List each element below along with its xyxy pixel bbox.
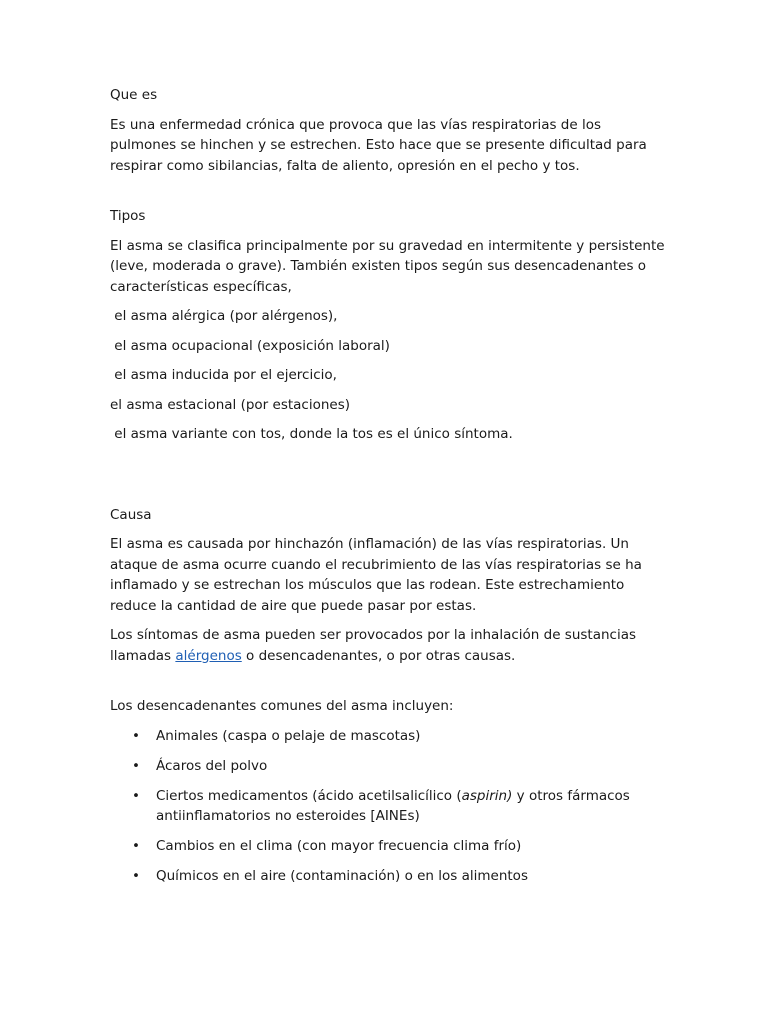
list-item-text: Animales (caspa o pelaje de mascotas) (156, 727, 421, 744)
type-item: el asma inducida por el ejercicio, (110, 367, 337, 383)
cause-paragraph: El asma es causada por hinchazón (inflamación) de las vías respiratorias. Un ataque de asma ocurre cuando el recubrimiento de las vías respiratorias se ha inflamado y se estrechan los músculos que las rodean. Este estrechamiento reduce la cantidad de aire que puede pasar por estas. (110, 536, 642, 614)
triggers-list (110, 726, 670, 887)
symptoms-paragraph (110, 625, 670, 666)
list-item-italic: aspirin) (461, 787, 513, 804)
list-item (110, 726, 670, 747)
bullet-icon: • (132, 868, 140, 884)
list-item-text: Químicos en el aire (contaminación) o en los alimentos (156, 868, 528, 884)
symptoms-text-before: Los síntomas de asma pueden ser provocados por la inhalación de sustancias llamadas (110, 627, 637, 664)
list-item-text: Cambios en el clima (con mayor frecuencia clima frío) (156, 838, 522, 854)
bullet-icon: • (132, 757, 140, 774)
type-item: el asma variante con tos, donde la tos es el único síntoma. (110, 426, 513, 442)
spacer (110, 185, 670, 206)
list-item (110, 866, 670, 887)
type-item: el asma estacional (por estaciones) (110, 396, 351, 413)
triggers-intro: Los desencadenantes comunes del asma incluyen: (110, 698, 454, 714)
list-item (110, 786, 670, 827)
heading-causa: Causa (110, 506, 152, 523)
list-item-text: Ácaros del polvo (156, 757, 268, 774)
bullet-icon: • (132, 787, 140, 804)
bullet-icon: • (132, 838, 140, 854)
list-item-text-after: y otros fármacos antiinflamatorios no esteroides [AINEs) (156, 787, 630, 824)
heading-tipos: Tipos (110, 208, 146, 224)
spacer (110, 675, 670, 696)
list-item (110, 836, 670, 857)
list-item (110, 756, 670, 777)
symptoms-text-after: o desencadenantes, o por otras causas. (241, 647, 516, 664)
list-item-text-before: Ciertos medicamentos (ácido acetilsalicílico ( (156, 787, 462, 804)
type-item: el asma ocupacional (exposición laboral) (110, 337, 390, 354)
spacer (110, 454, 670, 505)
bullet-icon: • (132, 727, 140, 744)
alergenos-link[interactable]: alérgenos (175, 647, 242, 664)
document-page (110, 85, 670, 896)
heading-que-es: Que es (110, 87, 158, 103)
definition-paragraph: Es una enfermedad crónica que provoca que las vías respiratorias de los pulmones se hinchen y se estrechen. Esto hace que se presente dificultad para respirar como sibilancias, falta de aliento, opresión en el pecho y tos. (110, 116, 647, 174)
type-item: el asma alérgica (por alérgenos), (110, 308, 338, 324)
types-paragraph: El asma se clasifica principalmente por su gravedad en intermitente y persistente (leve, moderada o grave). También existen tipos según sus desencadenantes o características específicas, (110, 237, 665, 295)
